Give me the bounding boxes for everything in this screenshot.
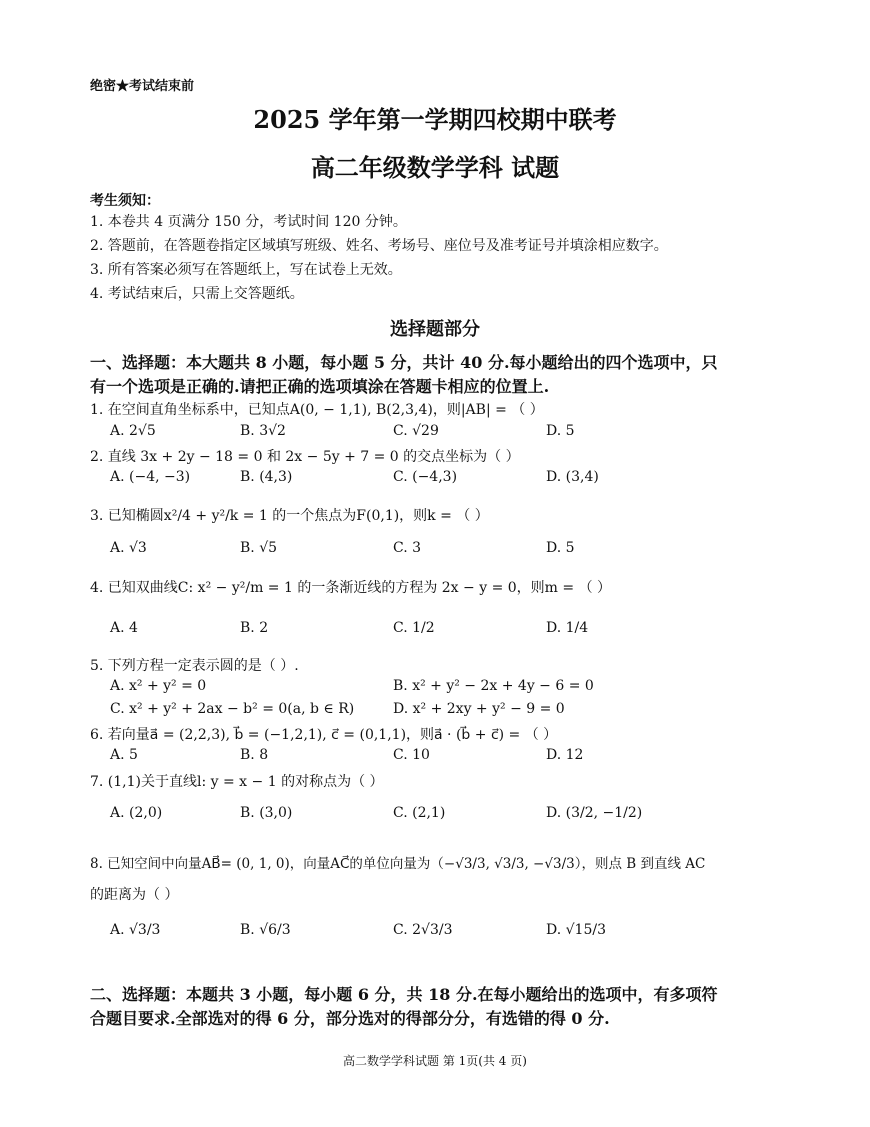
option-c: C. 2√3/3 [393, 922, 453, 938]
option-c: C. (2,1) [393, 805, 446, 821]
option-b: B. √6/3 [240, 922, 291, 938]
part2-instructions-cont: 合题目要求.全部选对的得 6 分，部分选对的得部分分，有选错的得 0 分. [90, 1009, 610, 1028]
option-a: A. x² + y² = 0 [110, 678, 207, 694]
part1-instructions: 一、选择题：本大题共 8 小题，每小题 5 分，共计 40 分.每小题给出的四个选项中，只 [90, 353, 718, 372]
notice-heading: 考生须知： [90, 193, 160, 209]
question-2: 2. 直线 3x + 2y − 18 = 0 和 2x − 5y + 7 = 0 的交点坐标为（ ） [90, 449, 520, 465]
option-d: D. (3/2, −1/2) [546, 805, 643, 821]
option-c: C. x² + y² + 2ax − b² = 0(a, b ∈ R) [110, 701, 355, 717]
section-title: 选择题部分 [390, 319, 480, 340]
option-d: D. 5 [546, 423, 575, 439]
option-a: A. 5 [110, 747, 138, 763]
question-4: 4. 已知双曲线C: x² − y²/m = 1 的一条渐近线的方程为 2x − y = 0，则m = （ ） [90, 580, 612, 596]
part1-instructions-cont: 有一个选项是正确的.请把正确的选项填涂在答题卡相应的位置上. [90, 377, 550, 396]
option-b: B. √5 [240, 540, 278, 556]
option-c: C. √29 [393, 423, 439, 439]
option-d: D. x² + 2xy + y² − 9 = 0 [393, 701, 565, 717]
option-a: A. √3 [110, 540, 147, 556]
option-b: B. 3√2 [240, 423, 286, 439]
option-a: A. √3/3 [110, 922, 161, 938]
notice-item: 1. 本卷共 4 页满分 150 分，考试时间 120 分钟。 [90, 214, 407, 230]
exam-subtitle: 高二年级数学学科 试题 [310, 153, 560, 182]
option-b: B. (3,0) [240, 805, 293, 821]
option-d: D. 12 [546, 747, 584, 763]
option-d: D. 5 [546, 540, 575, 556]
option-a: A. 2√5 [110, 423, 156, 439]
option-a: A. (2,0) [110, 805, 163, 821]
page-footer: 高二数学学科试题 第 1页(共 4 页) [343, 1054, 527, 1068]
option-d: D. √15/3 [546, 922, 606, 938]
option-d: D. (3,4) [546, 469, 599, 485]
question-3: 3. 已知椭圆x²/4 + y²/k = 1 的一个焦点为F(0,1)，则k = （ ） [90, 508, 489, 524]
option-b: B. (4,3) [240, 469, 293, 485]
confidential-label: 绝密★考试结束前 [90, 79, 195, 94]
option-c: C. (−4,3) [393, 469, 458, 485]
question-7: 7. (1,1)关于直线l: y = x − 1 的对称点为（ ） [90, 774, 384, 790]
option-b: B. x² + y² − 2x + 4y − 6 = 0 [393, 678, 594, 694]
option-d: D. 1/4 [546, 620, 589, 636]
option-b: B. 2 [240, 620, 269, 636]
notice-item: 4. 考试结束后，只需上交答题纸。 [90, 286, 304, 302]
question-8-cont: 的距离为（ ） [90, 887, 179, 903]
question-1: 1. 在空间直角坐标系中，已知点A(0, − 1,1), B(2,3,4)，则|AB| = （ ） [90, 402, 544, 418]
notice-item: 3. 所有答案必须写在答题纸上，写在试卷上无效。 [90, 262, 402, 278]
question-8: 8. 已知空间中向量AB⃗= (0, 1, 0)，向量AC⃗的单位向量为（−√3/3, √3/3, −√3/3），则点 B 到直线 AC [90, 856, 706, 872]
option-b: B. 8 [240, 747, 269, 763]
option-c: C. 10 [393, 747, 430, 763]
part2-instructions: 二、选择题：本题共 3 小题，每小题 6 分，共 18 分.在每小题给出的选项中，有多项符 [90, 985, 718, 1004]
option-a: A. 4 [110, 620, 138, 636]
question-6: 6. 若向量a⃗ = (2,2,3), b⃗ = (−1,2,1), c⃗ = (0,1,1)，则a⃗ · (b⃗ + c⃗) = （ ） [90, 727, 558, 743]
option-a: A. (−4, −3) [110, 469, 191, 485]
exam-title: 2025 学年第一学期四校期中联考 [253, 105, 617, 134]
option-c: C. 3 [393, 540, 422, 556]
notice-item: 2. 答题前，在答题卷指定区域填写班级、姓名、考场号、座位号及准考证号并填涂相应数字。 [90, 238, 668, 254]
option-c: C. 1/2 [393, 620, 435, 636]
question-5: 5. 下列方程一定表示圆的是（ ）. [90, 658, 299, 674]
